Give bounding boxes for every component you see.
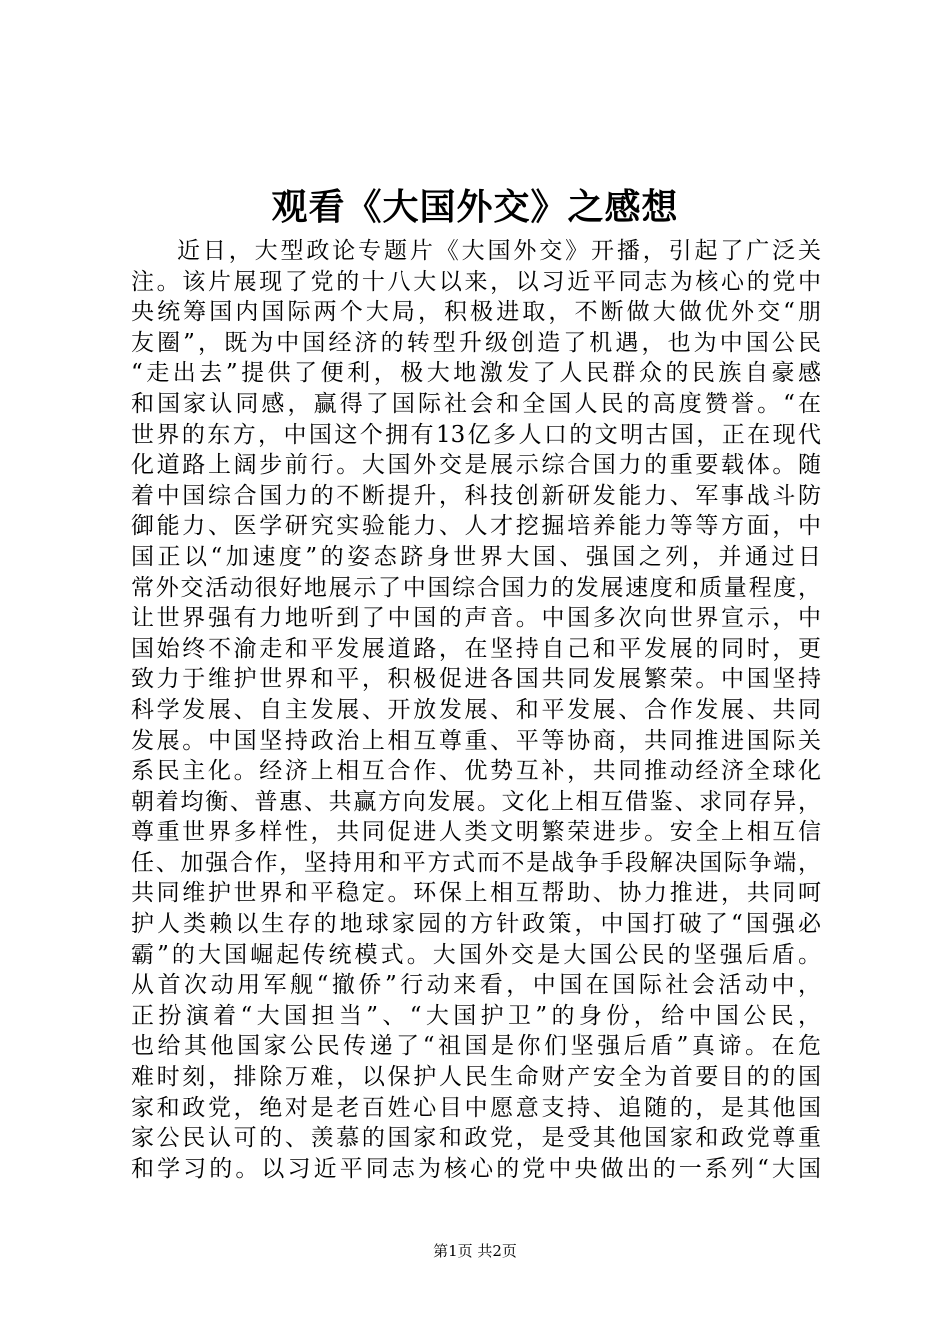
body-line: “走出去”提供了便利，极大地激发了人民群众的民族自豪感 <box>131 360 821 387</box>
body-line: 御能力、医学研究实验能力、人才挖掘培养能力等等方面，中 <box>131 513 821 540</box>
body-line: 家公民认可的、羡慕的国家和政党，是受其他国家和政党尊重 <box>131 1125 821 1152</box>
body-line: 国始终不渝走和平发展道路，在坚持自己和平发展的同时，更 <box>131 635 821 662</box>
body-line: 着中国综合国力的不断提升，科技创新研发能力、军事战斗防 <box>131 482 821 509</box>
body-line: 和学习的。以习近平同志为核心的党中央做出的一系列“大国 <box>131 1155 821 1182</box>
body-line: 国正以“加速度”的姿态跻身世界大国、强国之列，并通过日 <box>131 543 821 570</box>
body-line: 系民主化。经济上相互合作、优势互补，共同推动经济全球化 <box>131 758 821 785</box>
body-line: 从首次动用军舰“撤侨”行动来看，中国在国际社会活动中， <box>131 972 821 999</box>
body-line: 让世界强有力地听到了中国的声音。中国多次向世界宣示，中 <box>131 605 821 632</box>
body-line: 央统筹国内国际两个大局，积极进取，不断做大做优外交“朋 <box>131 299 821 326</box>
document-title: 观看《大国外交》之感想 <box>271 187 679 228</box>
body-line: 化道路上阔步前行。大国外交是展示综合国力的重要载体。随 <box>131 452 821 479</box>
body-line: 世界的东方，中国这个拥有13亿多人口的文明古国，正在现代 <box>131 421 821 448</box>
body-line: 护人类赖以生存的地球家园的方针政策，中国打破了“国强必 <box>131 911 821 938</box>
body-line: 发展。中国坚持政治上相互尊重、平等协商，共同推进国际关 <box>131 727 821 754</box>
body-line: 家和政党，绝对是老百姓心目中愿意支持、追随的，是其他国 <box>131 1094 821 1121</box>
page-number: 第1页 共2页 <box>433 1242 517 1260</box>
body-line: 共同维护世界和平稳定。环保上相互帮助、协力推进，共同呵 <box>131 880 821 907</box>
body-line: 近日，大型政论专题片《大国外交》开播，引起了广泛关 <box>177 238 821 264</box>
body-line: 任、加强合作，坚持用和平方式而不是战争手段解决国际争端， <box>131 849 821 876</box>
body-line: 霸”的大国崛起传统模式。大国外交是大国公民的坚强后盾。 <box>131 941 821 968</box>
body-line: 正扮演着“大国担当”、“大国护卫”的身份，给中国公民， <box>131 1002 821 1029</box>
body-line: 注。该片展现了党的十八大以来，以习近平同志为核心的党中 <box>131 268 821 295</box>
body-line: 也给其他国家公民传递了“祖国是你们坚强后盾”真谛。在危 <box>131 1033 821 1060</box>
document-body <box>131 236 821 1184</box>
body-line: 朝着均衡、普惠、共赢方向发展。文化上相互借鉴、求同存异， <box>131 788 821 815</box>
body-line: 尊重世界多样性，共同促进人类文明繁荣进步。安全上相互信 <box>131 819 821 846</box>
body-line: 常外交活动很好地展示了中国综合国力的发展速度和质量程度， <box>131 574 821 601</box>
body-line: 友圈”，既为中国经济的转型升级创造了机遇，也为中国公民 <box>131 329 821 356</box>
body-line: 难时刻，排除万难，以保护人民生命财产安全为首要目的的国 <box>131 1064 821 1091</box>
body-line: 科学发展、自主发展、开放发展、和平发展、合作发展、共同 <box>131 696 821 723</box>
body-line: 和国家认同感，赢得了国际社会和全国人民的高度赞誉。“在 <box>131 390 821 417</box>
body-line: 致力于维护世界和平，积极促进各国共同发展繁荣。中国坚持 <box>131 666 821 693</box>
